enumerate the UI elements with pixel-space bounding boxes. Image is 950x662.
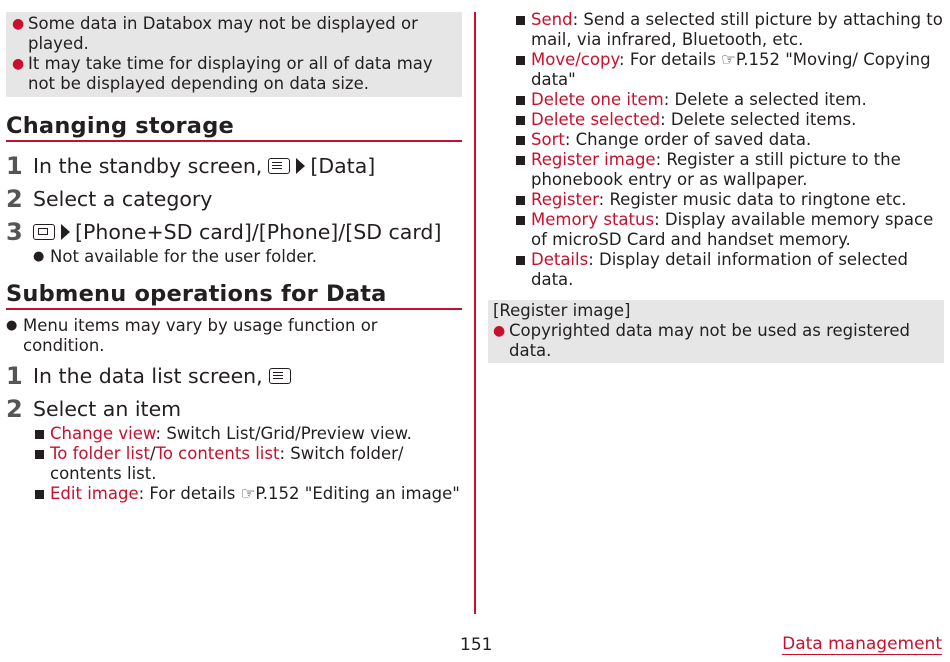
list-item: Delete selected: Delete selected items. xyxy=(488,110,944,130)
list-item: Send: Send a selected still picture by attaching to mail, via infrared, Bluetooth, etc. xyxy=(488,10,944,50)
right-column xyxy=(488,10,944,363)
submenu-note: ● Menu items may vary by usage function or condition. xyxy=(6,316,378,355)
step-3: 3 [Phone+SD card]/[Phone]/[SD card] xyxy=(6,217,442,246)
square-bullet-icon xyxy=(516,16,525,25)
list-item: Register image: Register a still picture to the phonebook entry or as wallpaper. xyxy=(488,150,944,190)
square-bullet-icon xyxy=(516,156,525,165)
bullet-dot-icon: ● xyxy=(12,56,25,72)
menu-key-icon xyxy=(268,158,290,174)
bullet-dot-icon: ● xyxy=(33,249,45,264)
note-item: ● Some data in Databox may not be displayed or played. xyxy=(12,14,418,53)
step-2: 2 Select an item xyxy=(6,394,182,423)
square-bullet-icon xyxy=(35,490,44,499)
step-1: 1 In the standby screen, [Data] xyxy=(6,151,376,180)
list-item: Register: Register music data to ringtone etc. xyxy=(488,190,944,210)
bullet-dot-icon: ● xyxy=(12,16,25,32)
page-number: 151 xyxy=(460,635,493,655)
arrow-right-icon xyxy=(61,224,70,240)
list-item: Memory status: Display available memory space of microSD Card and handset memory. xyxy=(488,210,944,250)
square-bullet-icon xyxy=(35,430,44,439)
list-item: Move/copy: For details ☞P.152 "Moving/ Copying data" xyxy=(488,50,944,90)
list-item: Change view: Switch List/Grid/Preview view. xyxy=(6,424,462,444)
section-footer-link[interactable]: Data management xyxy=(782,634,942,654)
note-item: ● It may take time for displaying or all of data may not be displayed depending on data size. xyxy=(12,54,433,93)
left-column xyxy=(6,0,462,504)
submenu-item-list-continued xyxy=(488,10,944,290)
square-bullet-icon xyxy=(516,256,525,265)
square-bullet-icon xyxy=(516,56,525,65)
section-heading-storage: Changing storage xyxy=(6,113,462,142)
arrow-right-icon xyxy=(296,158,305,174)
square-bullet-icon xyxy=(516,96,525,105)
column-divider xyxy=(474,12,476,614)
submenu-item-list xyxy=(6,424,462,504)
square-bullet-icon xyxy=(516,196,525,205)
step-note: ● Not available for the user folder. xyxy=(33,247,317,266)
note-item: ● Copyrighted data may not be used as registered data. xyxy=(493,321,911,360)
step-2: 2 Select a category xyxy=(6,184,213,213)
section-heading-submenu: Submenu operations for Data xyxy=(6,281,462,310)
list-item: Delete one item: Delete a selected item. xyxy=(488,90,944,110)
bullet-dot-icon: ● xyxy=(6,318,18,333)
notes-box xyxy=(6,12,462,97)
register-image-box xyxy=(488,300,944,363)
square-bullet-icon xyxy=(35,450,44,459)
list-item: Edit image: For details ☞P.152 "Editing an image" xyxy=(6,484,462,504)
camera-key-icon xyxy=(33,224,55,240)
menu-key-icon xyxy=(269,368,291,384)
list-item: Sort: Change order of saved data. xyxy=(488,130,944,150)
step-1: 1 In the data list screen, xyxy=(6,360,462,391)
square-bullet-icon xyxy=(516,136,525,145)
square-bullet-icon xyxy=(516,116,525,125)
bullet-dot-icon: ● xyxy=(493,323,506,339)
list-item: Details: Display detail information of selected data. xyxy=(488,250,944,290)
square-bullet-icon xyxy=(516,216,525,225)
list-item: To folder list/To contents list: Switch folder/ contents list. xyxy=(6,444,462,484)
box-title: [Register image] xyxy=(493,301,631,320)
